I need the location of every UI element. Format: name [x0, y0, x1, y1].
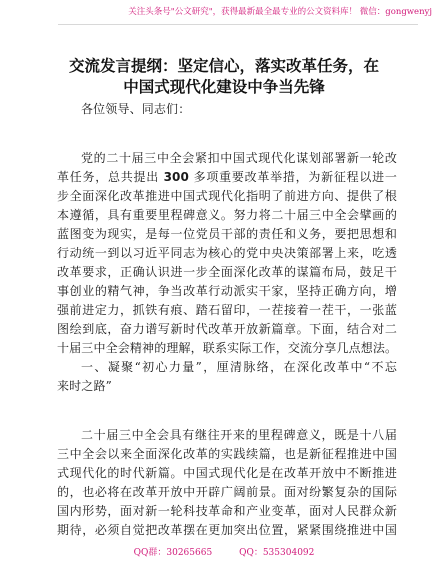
- header-banner: 关注头条号"公文研究"，获得最新最全最专业的公文资料库！ 微信：gongwenyj: [128, 7, 432, 17]
- paragraph-line: 蓝图变为现实，是每一位党员干部的责任和义务，要把思想和: [57, 227, 397, 241]
- title-line-2: 中国式现代化建设中争当先锋: [123, 78, 325, 96]
- title-line-1: 交流发言提纲：坚定信心，落实改革任务，在: [68, 57, 379, 75]
- paragraph-line: 事创业的精气神，争当改革行动派实干家，坚持正确方向，增: [57, 284, 397, 298]
- footer-contact: [0, 547, 448, 559]
- greeting-line: 各位领导、同志们：: [81, 102, 191, 116]
- paragraph-line: 二十届三中全会具有继往开来的里程碑意义，既是十八届: [81, 428, 397, 442]
- paragraph-line: 式现代化的时代新篇。中国式现代化是在改革开放中不断推进: [57, 466, 397, 480]
- paragraph-line: [57, 168, 397, 187]
- paragraph-line: 强前进定力，抓铁有痕、踏石留印，一茬接着一茬干，一张蓝: [57, 303, 397, 317]
- heading-line: 来时之路”: [57, 379, 112, 393]
- header-divider: [58, 24, 418, 25]
- paragraph-line: 本遵循，具有重要里程碑意义。努力将二十届三中全会擘画的: [57, 208, 397, 222]
- footer-qq: QQ：535304092: [239, 548, 315, 558]
- number-highlight: 300: [163, 170, 190, 184]
- paragraph-line: 的，也必将在改革开放中开辟广阔前景。面对纷繁复杂的国际: [57, 485, 397, 499]
- paragraph-line: 图绘到底，奋力谱写新时代改革开放新篇章。下面，结合对二: [57, 322, 397, 336]
- paragraph-line: 步全面深化改革推进中国式现代化指明了前进方向、提供了根: [57, 189, 397, 203]
- paragraph-line: 三中全会以来全面深化改革的实践续篇，也是新征程推进中国: [57, 447, 397, 461]
- paragraph-line: 党的二十届三中全会紧扣中国式现代化谋划部署新一轮改: [81, 151, 397, 165]
- paragraph-1: [57, 149, 397, 358]
- paragraph-line: 行动统一到以习近平同志为核心的党中央决策部署上来，吃透: [57, 246, 397, 260]
- text-segment: 多项重要改革举措，为新征程以进一: [189, 170, 397, 184]
- paragraph-line: 期待，必须自觉把改革摆在更加突出位置，紧紧围绕推进中国: [57, 523, 397, 537]
- section-heading-1: [57, 358, 397, 396]
- paragraph-line: 国内形势，面对新一轮科技革命和产业变革，面对人民群众新: [57, 504, 397, 518]
- paragraph-line: 十届三中全会精神的理解，联系实际工作，交流分享几点想法。: [57, 341, 397, 355]
- paragraph-line: 改革要求，正确认识进一步全面深化改革的谋篇布局，鼓足干: [57, 265, 397, 279]
- greeting: [57, 100, 397, 119]
- footer-qq-group: QQ群：30265665: [133, 548, 213, 558]
- heading-line: 一、凝聚“初心力量”，厘清脉络，在深化改革中“不忘: [81, 360, 397, 374]
- text-segment: 革任务，总共提出: [57, 170, 164, 184]
- document-title: [40, 56, 408, 98]
- paragraph-2: [57, 426, 397, 540]
